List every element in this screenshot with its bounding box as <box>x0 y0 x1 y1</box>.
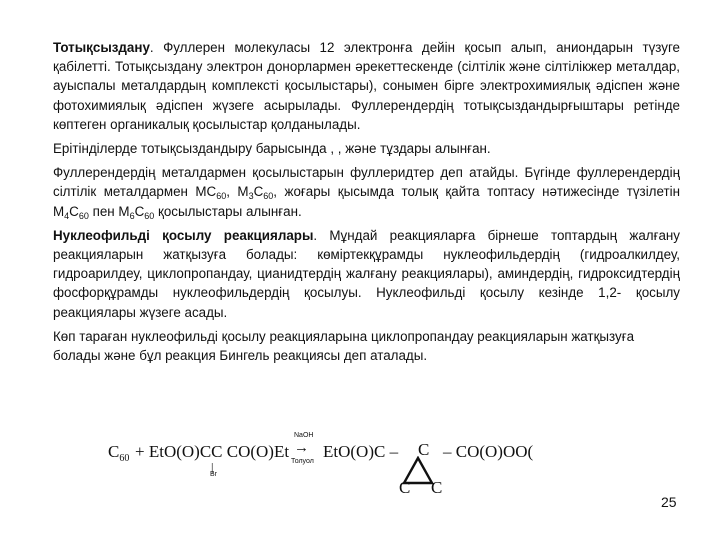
subscript: 3 <box>248 191 254 202</box>
eq-c <box>108 442 129 462</box>
subscript: 60 <box>216 191 227 202</box>
subscript: 6 <box>129 210 135 221</box>
subscript: 60 <box>263 191 274 202</box>
paragraph-nucleophilic <box>53 226 680 322</box>
eq-product-right: – CO(O)OO( <box>443 442 534 461</box>
eq-bond-line: | <box>211 460 214 474</box>
text-fragment: , жоғары қысымда толық қайта топтасу нәтижесінде түзілетін М <box>53 184 680 219</box>
eq-c-top: C <box>418 440 430 459</box>
eq-substituent: Br <box>210 471 217 478</box>
eq-reactant: + EtO(O)CC CO(O)Et <box>135 442 290 461</box>
bingel-reaction-equation <box>108 428 668 503</box>
eq-product-left: EtO(O)C – <box>323 442 399 461</box>
eq-reagent: NaOH <box>294 432 314 439</box>
eq-c-bottom-right: C <box>431 478 443 497</box>
paragraph-reduction-text: . Фуллерен молекуласы 12 электронға дейін қосып алып, аниондарын түзуге қабілетті. Тотықсыздану электрон донорлармен әрекеттескенде (сілтілік және сілтілікжер металдар, ауыспалы металдардың комплексті қосылыстары), сонымен бірге электрохимиялық әдіспен және фотохимиялық әдіспен жүзеге асырылады. Фуллерендердің тотықсыздандырғыштары ретінде көптеген органикалық қосылыстар қолданылады. <box>53 40 680 132</box>
text-fragment: С <box>253 184 264 200</box>
eq-arrow: → <box>294 440 309 456</box>
subscript: 60 <box>144 210 155 221</box>
eq-c-bottom-left: C <box>399 478 411 497</box>
paragraph-fullerides <box>53 163 680 221</box>
subscript: 60 <box>78 210 89 221</box>
term-reduction: Тотықсыздану <box>53 40 150 55</box>
eq-c-letter: C <box>108 442 120 461</box>
term-nucleophilic: Нуклеофильді қосылу реакциялары <box>53 227 314 243</box>
eq-solvent: Толуол <box>291 458 314 465</box>
body-text <box>53 38 680 370</box>
paragraph-reduction <box>53 38 680 134</box>
text-fragment: пен М <box>88 203 130 219</box>
paragraph-bingel: Көп тараған нуклеофильді қосылу реакцияларына циклопропандау реакцияларын жатқызуға болады және бұл реакция Бингель реакциясы деп аталады. <box>53 328 635 364</box>
text-fragment: С <box>69 203 79 219</box>
text-fragment: , М <box>226 184 249 200</box>
text-fragment: қосылыстары алынған. <box>154 203 302 219</box>
subscript: 4 <box>64 210 70 221</box>
text-fragment: Фуллерендердің металдармен қосылыстарын фуллеридтер деп атайды. Бүгінде фуллерендердің сілтілік металдармен МС <box>53 165 680 200</box>
eq-c60-subscript: 60 <box>119 453 130 464</box>
paragraph-solutions: Ерітінділерде тотықсыздандыру барысында , , және тұздары алынған. <box>53 141 491 157</box>
page-number: 25 <box>661 494 677 510</box>
paragraph-nucleophilic-text: . Мұндай реакцияларға бірнеше топтардың жалғану реакцияларын жатқызуға болады: көміртекқұрамды нуклеофильдердің (гидроалкилдеу, гидроарилдеу, циклопропандау, цианидтердің жалғану реакциялары), аминдердің, гидроксидтердің фосфорқұрамды нуклеофильдердің қосылуы. Нуклеофильді қосылу кезінде 1,2- қосылу реакциялары жүзеге асады. <box>53 227 681 320</box>
text-fragment: С <box>134 203 145 219</box>
